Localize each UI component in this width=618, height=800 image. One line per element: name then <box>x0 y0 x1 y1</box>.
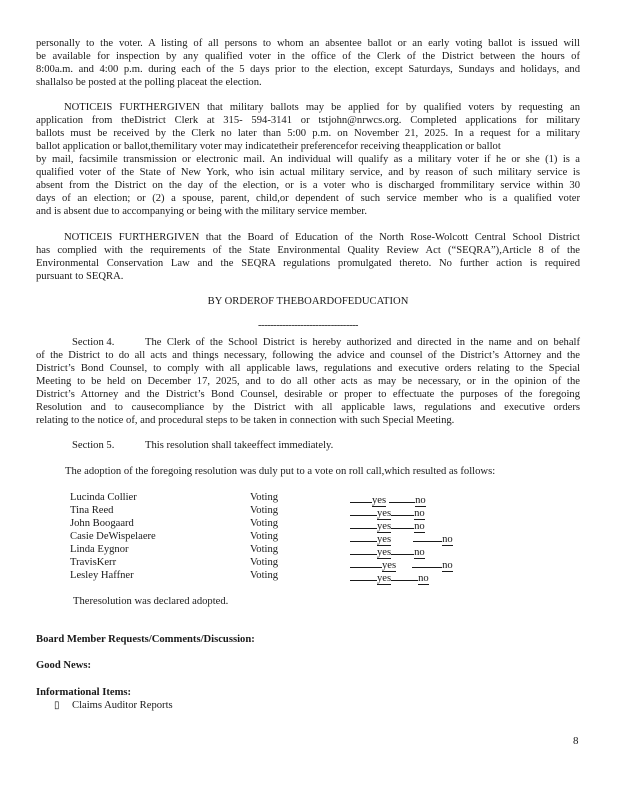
yes-label: yes <box>372 495 387 506</box>
text-line: District’s Attorney and the District’s Bond Counsel, desirable or proper to effectuate the purposes of the foregoing <box>36 389 580 400</box>
yes-blank-line <box>350 569 377 581</box>
text-line: qualified voter of the State of New York, who isin actual military service, and by reason of such military service is <box>36 167 580 178</box>
voting-label: Voting <box>250 557 279 568</box>
heading-board-member-requests: Board Member Requests/Comments/Discussion: <box>36 634 255 645</box>
yes-blank-line <box>350 543 377 555</box>
voting-label: Voting <box>250 544 279 555</box>
text-line: Meeting to be held on December 17, 2025, and to do all other acts as may be necessary, or in the opinion of the <box>36 376 580 387</box>
text-line: ballots must be received by the Clerk no later than 5:00 p.m. on November 21, 2025. In a request for a military <box>36 128 580 139</box>
no-blank-line <box>391 543 414 555</box>
no-blank-line <box>413 530 442 542</box>
yes-label: yes <box>377 508 392 519</box>
text-line: pursuant to SEQRA. <box>36 271 124 282</box>
text-line: District’s Bond Counsel, to comply with all applicable laws, regulations and executive orders relating to the Special <box>36 363 580 374</box>
heading-good-news: Good News: <box>36 660 92 671</box>
yes-blank-line <box>350 530 377 542</box>
no-label: no <box>414 547 425 558</box>
text-line: personally to the voter. A listing of all persons to whom an absentee ballot or an early voting ballot is issued will <box>36 38 580 49</box>
yes-label: yes <box>377 521 392 532</box>
text-line: NOTICEIS FURTHERGIVEN that the Board of Education of the North Rose-Wolcott Central School District <box>64 232 580 243</box>
section-text: This resolution shall takeeffect immediately. <box>145 440 334 451</box>
roll-call-row <box>70 556 490 569</box>
page-number: 8 <box>573 735 579 747</box>
roll-call-row <box>70 491 490 504</box>
text-line: NOTICEIS FURTHERGIVEN that military ballots may be applied for by qualified voters by requesting an <box>64 102 580 113</box>
no-label: no <box>415 495 426 506</box>
no-label: no <box>414 508 425 519</box>
adopted-statement: Theresolution was declared adopted. <box>73 596 229 607</box>
voting-label: Voting <box>250 531 279 542</box>
text-line: relating to the notice of, and procedural steps to be taken in connection with such Special Meeting. <box>36 415 455 426</box>
list-item: Claims Auditor Reports <box>72 700 173 711</box>
text-line: Environmental Conservation Law and the SEQRA regulations promulgated thereto. No further action is required <box>36 258 580 269</box>
no-label: no <box>442 560 453 571</box>
text-line: The Clerk of the School District is hereby authorized and directed in the name and on behalf <box>145 337 580 348</box>
text-line: of the District to do all acts and things necessary, following the advice and counsel of the District’s Attorney and the <box>36 350 580 361</box>
text-line: absent from the District on the day of the election, or is a voter who is discharged frommilitary service within 30 <box>36 180 580 191</box>
yes-blank-line <box>350 491 372 503</box>
roll-call-row <box>70 530 490 543</box>
by-order-heading: BY ORDEROF THEBOARDOFEDUCATION <box>207 296 409 307</box>
vote-blanks <box>350 569 429 585</box>
voting-label: Voting <box>250 492 279 503</box>
text-line: and is absent due to accompanying or being with the military service member. <box>36 206 367 217</box>
no-blank-line <box>391 517 414 529</box>
text-line: Resolution and to causecompliance by the District with all applicable laws, regulations and executive orders <box>36 402 580 413</box>
member-name: Lesley Haffner <box>70 570 134 581</box>
member-name: John Boogaard <box>70 518 134 529</box>
heading-informational-items: Informational Items: <box>36 687 132 698</box>
separator-line: --------------------------------- <box>258 320 358 331</box>
roll-call-row <box>70 517 490 530</box>
text-line: ballot application or ballot,themilitary voter may indicatetheir preferencefor receiving theapplication or ballot <box>36 141 501 152</box>
text-line: shallalso be posted at the polling placeat the election. <box>36 77 262 88</box>
yes-blank-line <box>350 504 377 516</box>
member-name: Tina Reed <box>70 505 114 516</box>
yes-blank-line <box>350 556 382 568</box>
text-line: application from theDistrict Clerk at 315- 594-3141 or tstjohn@nrwcs.org. Completed applications for military <box>36 115 580 126</box>
roll-call-row <box>70 543 490 556</box>
no-label: no <box>418 573 429 584</box>
voting-label: Voting <box>250 518 279 529</box>
text-line: has complied with the requirements of the State Environmental Quality Review Act (“SEQRA”),Article 8 of the <box>36 245 580 256</box>
text-line: be available for inspection by any qualified voter in the office of the Clerk of the District between the hours of <box>36 51 580 62</box>
member-name: Lucinda Collier <box>70 492 137 503</box>
yes-label: yes <box>377 534 392 545</box>
member-name: Casie DeWispelaere <box>70 531 156 542</box>
no-blank-line <box>389 491 415 503</box>
text-line: days of an election; or (2) a spouse, parent, child,or dependent of such service member who is a qualified voter <box>36 193 580 204</box>
yes-label: yes <box>377 547 392 558</box>
yes-blank-line <box>350 517 377 529</box>
voting-label: Voting <box>250 505 279 516</box>
no-blank-line <box>391 504 414 516</box>
member-name: Linda Eygnor <box>70 544 129 555</box>
section-label: Section 5. <box>72 440 115 451</box>
text-line: by mail, facsimile transmission or electronic mail. An individual will qualify as a military voter if he or she (1) is a <box>36 154 580 165</box>
section-label: Section 4. <box>72 337 115 348</box>
roll-call-row <box>70 504 490 517</box>
adoption-intro: The adoption of the foregoing resolution was duly put to a vote on roll call,which resulted as follows: <box>65 466 496 477</box>
voting-label: Voting <box>250 570 279 581</box>
text-line: 8:00a.m. and 4:00 p.m. during each of the 5 days prior to the election, except Saturdays, Sundays and holidays, and <box>36 64 580 75</box>
no-label: no <box>414 521 425 532</box>
member-name: TravisKerr <box>70 557 117 568</box>
no-blank-line <box>412 556 442 568</box>
yes-label: yes <box>377 573 392 584</box>
roll-call-row <box>70 569 490 582</box>
no-label: no <box>442 534 453 545</box>
bullet-icon: ▯ <box>54 700 60 711</box>
no-blank-line <box>391 569 418 581</box>
yes-label: yes <box>382 560 397 571</box>
